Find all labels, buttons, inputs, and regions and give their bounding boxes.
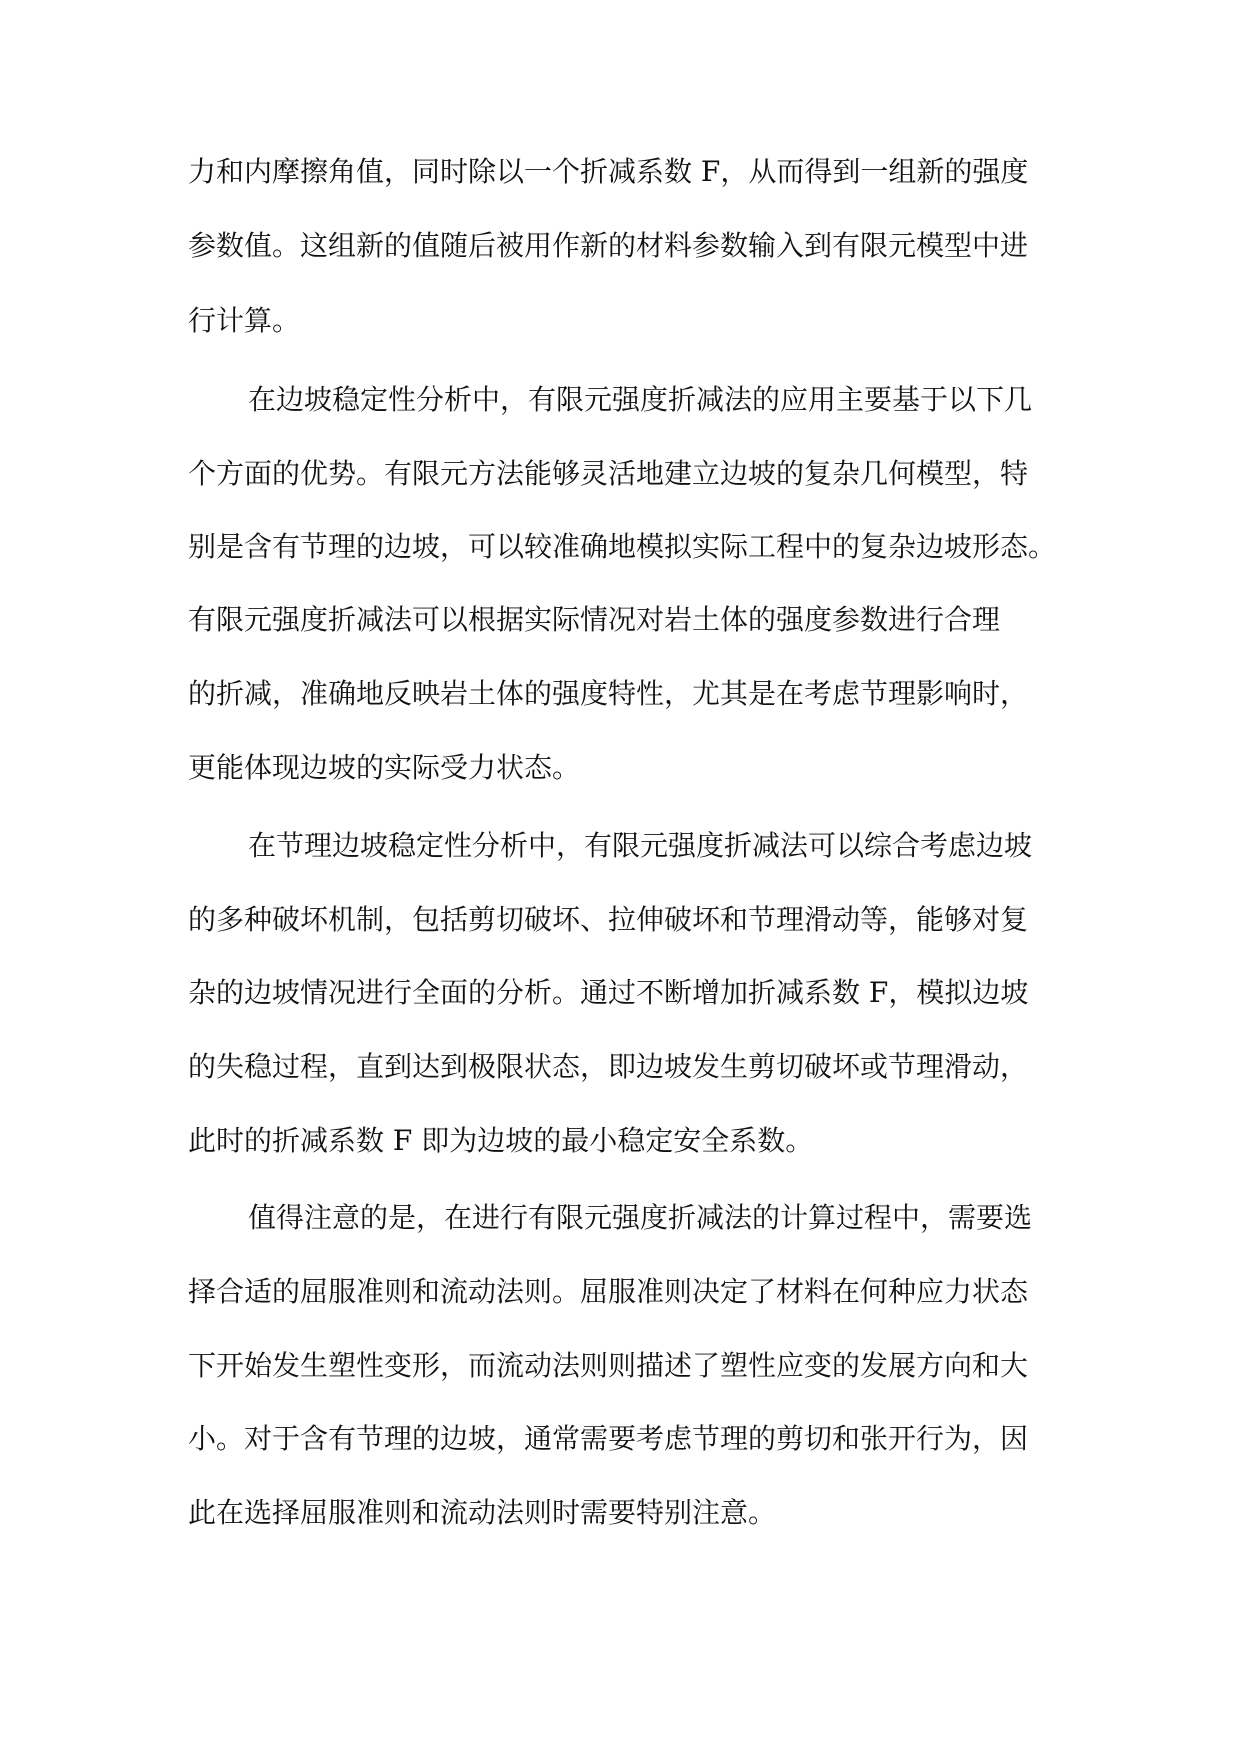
text-line: 更能体现边坡的实际受力状态。: [188, 751, 581, 784]
text-line: 下开始发生塑性变形，而流动法则则描述了塑性应变的发展方向和大: [188, 1349, 1029, 1382]
text-line: 参数值。这组新的值随后被用作新的材料参数输入到有限元模型中进: [188, 229, 1029, 262]
text-line: 的折减，准确地反映岩土体的强度特性，尤其是在考虑节理影响时，: [188, 677, 1029, 710]
text-line: 的失稳过程，直到达到极限状态，即边坡发生剪切破坏或节理滑动，: [188, 1050, 1029, 1083]
paragraph-first-line: 在节理边坡稳定性分析中，有限元强度折减法可以综合考虑边坡: [248, 829, 1033, 862]
text-line: 行计算。: [188, 304, 301, 337]
text-line: 的多种破坏机制，包括剪切破坏、拉伸破坏和节理滑动等，能够对复: [188, 903, 1029, 936]
text-line: 有限元强度折减法可以根据实际情况对岩土体的强度参数进行合理: [188, 603, 1001, 636]
text-line: 小。对于含有节理的边坡，通常需要考虑节理的剪切和张开行为，因: [188, 1422, 1029, 1455]
text-line: 力和内摩擦角值，同时除以一个折减系数 F，从而得到一组新的强度: [188, 155, 1029, 188]
text-line: 此在选择屈服准则和流动法则时需要特别注意。: [188, 1496, 777, 1529]
text-line: 此时的折减系数 F 即为边坡的最小稳定安全系数。: [188, 1124, 814, 1157]
text-line: 别是含有节理的边坡，可以较准确地模拟实际工程中的复杂边坡形态。: [188, 530, 1057, 563]
paragraph-first-line: 值得注意的是，在进行有限元强度折减法的计算过程中，需要选: [248, 1201, 1033, 1234]
text-line: 个方面的优势。有限元方法能够灵活地建立边坡的复杂几何模型，特: [188, 457, 1029, 490]
paragraph-first-line: 在边坡稳定性分析中，有限元强度折减法的应用主要基于以下几: [248, 383, 1033, 416]
text-line: 择合适的屈服准则和流动法则。屈服准则决定了材料在何种应力状态: [188, 1275, 1029, 1308]
text-line: 杂的边坡情况进行全面的分析。通过不断增加折减系数 F，模拟边坡: [188, 976, 1029, 1009]
